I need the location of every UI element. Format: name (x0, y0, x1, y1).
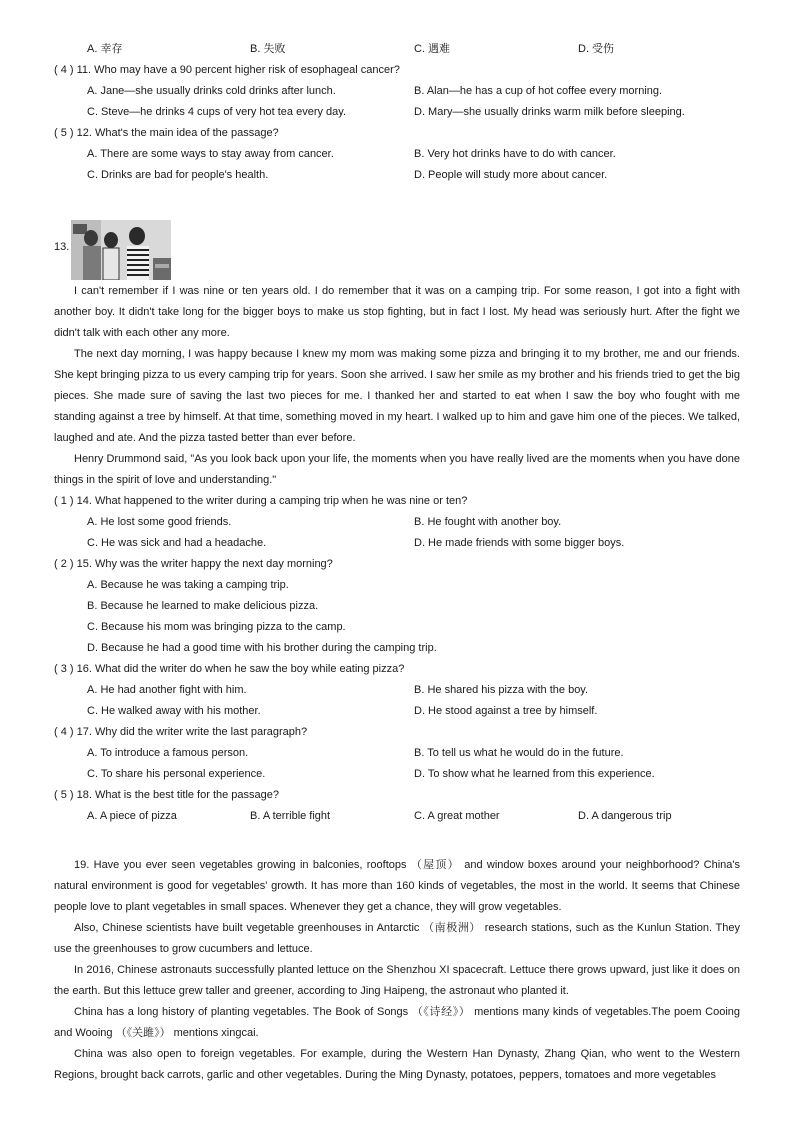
q18-option-d[interactable]: D. A dangerous trip (578, 810, 672, 822)
q11-option-a[interactable]: A. Jane—she usually drinks cold drinks after lunch. (87, 85, 336, 97)
q18-question: ( 5 ) 18. What is the best title for the passage? (54, 789, 280, 801)
q17-question: ( 4 ) 17. Why did the writer write the last paragraph? (54, 726, 308, 738)
q11-question: ( 4 ) 11. Who may have a 90 percent higher risk of esophageal cancer? (54, 64, 400, 76)
q15-option-c[interactable]: C. Because his mom was bringing pizza to the camp. (87, 621, 346, 633)
passage-19-paragraph: 19. Have you ever seen vegetables growing in balconies, rooftops （屋顶） and window boxes around your neighborhood? China's natural environment is good for vegetables' growth. It has more than 160 kinds of vegetables, the most in the world. It seems that Chinese people love to plant vegetables in small spaces. Whenever they get a chance, they will grow vegetables. (54, 859, 740, 913)
passage-19-paragraph: In 2016, Chinese astronauts successfully planted lettuce on the Shenzhou XI spacecraft. Lettuce there grows upward, just like it does on the earth. But this lettuce grew taller and greener, according to Jing Haipeng, the astronaut who planted it. (54, 964, 740, 997)
q10-option-a[interactable]: A. 幸存 (87, 43, 123, 55)
q15-option-d[interactable]: D. Because he had a good time with his brother during the camping trip. (87, 642, 437, 654)
q15-option-a[interactable]: A. Because he was taking a camping trip. (87, 579, 289, 591)
passage-13-paragraph: Henry Drummond said, "As you look back upon your life, the moments when you have really lived are the moments when you have done things in the spirit of love and understanding." (54, 453, 740, 486)
passage-19-text (54, 855, 740, 1086)
q14-option-d[interactable]: D. He made friends with some bigger boys. (414, 537, 625, 549)
passage-19-paragraph: China has a long history of planting vegetables. The Book of Songs （《诗经》） mentions many kinds of vegetables.The poem Cooing and Wooing （《关雎》） mentions xingcai. (54, 1006, 740, 1039)
passage-13-paragraph: The next day morning, I was happy because I knew my mom was making some pizza and bringing it to my brother, me and our friends. She kept bringing pizza to us every camping trip for years. Soon she arrived. I saw her smile as my brother and his friends tried to get the big pieces. She made sure of saving the last two pieces for me. I thanked her and started to eat when I saw the boy who fought with me standing against a tree by himself. At that time, something moved in my heart. I walked up to him and gave him one of the pieces. We talked, laughed and ate. And the pizza tasted better than ever before. (54, 348, 740, 444)
q11-option-d[interactable]: D. Mary—she usually drinks warm milk before sleeping. (414, 106, 685, 118)
passage-13-paragraph: I can't remember if I was nine or ten years old. I do remember that it was on a camping trip. For some reason, I got into a fight with another boy. It didn't take long for the bigger boys to make us stop fighting, but in fact I lost. My head was seriously hurt. After the fight we didn't talk with each other any more. (54, 285, 740, 339)
q15-question: ( 2 ) 15. Why was the writer happy the next day morning? (54, 558, 333, 570)
q12-option-a[interactable]: A. There are some ways to stay away from cancer. (87, 148, 334, 160)
q18-option-b[interactable]: B. A terrible fight (250, 810, 331, 822)
q17-option-b[interactable]: B. To tell us what he would do in the future. (414, 747, 624, 759)
q10-option-b[interactable]: B. 失败 (250, 43, 286, 55)
q11-option-c[interactable]: C. Steve—he drinks 4 cups of very hot tea every day. (87, 106, 347, 118)
q18-option-a[interactable]: A. A piece of pizza (87, 810, 177, 822)
q12-option-c[interactable]: C. Drinks are bad for people's health. (87, 169, 269, 181)
q18-option-c[interactable]: C. A great mother (414, 810, 500, 822)
q14-option-a[interactable]: A. He lost some good friends. (87, 516, 232, 528)
q16-option-a[interactable]: A. He had another fight with him. (87, 684, 247, 696)
q17-option-c[interactable]: C. To share his personal experience. (87, 768, 266, 780)
q10-option-c[interactable]: C. 遇难 (414, 43, 451, 55)
passage-13-text (54, 281, 740, 491)
q17-option-a[interactable]: A. To introduce a famous person. (87, 747, 249, 759)
q17-option-d[interactable]: D. To show what he learned from this experience. (414, 768, 655, 780)
q12-option-d[interactable]: D. People will study more about cancer. (414, 169, 608, 181)
q11-option-b[interactable]: B. Alan—he has a cup of hot coffee every morning. (414, 85, 663, 97)
passage-13-label: 13. (54, 241, 70, 253)
q12-option-b[interactable]: B. Very hot drinks have to do with cancer. (414, 148, 616, 160)
q16-option-d[interactable]: D. He stood against a tree by himself. (414, 705, 598, 717)
q14-option-b[interactable]: B. He fought with another boy. (414, 516, 562, 528)
q12-question: ( 5 ) 12. What's the main idea of the passage? (54, 127, 279, 139)
q16-option-b[interactable]: B. He shared his pizza with the boy. (414, 684, 589, 696)
photo-icon (71, 220, 171, 280)
passage-19-paragraph: China was also open to foreign vegetables. For example, during the Western Han Dynasty, Zhang Qian, who went to the Western Regions, brought back carrots, garlic and other vegetables. During the Ming Dynasty, potatoes, peppers, tomatoes and more vegetables (54, 1048, 740, 1081)
passage-19-paragraph: Also, Chinese scientists have built vegetable greenhouses in Antarctic （南极洲） research stations, such as the Kunlun Station. They use the greenhouses to grow cucumbers and lettuce. (54, 922, 740, 955)
q14-question: ( 1 ) 14. What happened to the writer during a camping trip when he was nine or ten? (54, 495, 468, 507)
q16-option-c[interactable]: C. He walked away with his mother. (87, 705, 261, 717)
q16-question: ( 3 ) 16. What did the writer do when he saw the boy while eating pizza? (54, 663, 405, 675)
boys-photo-illustration (71, 220, 171, 280)
q15-option-b[interactable]: B. Because he learned to make delicious pizza. (87, 600, 319, 612)
q14-option-c[interactable]: C. He was sick and had a headache. (87, 537, 267, 549)
q10-option-d[interactable]: D. 受伤 (578, 43, 615, 55)
